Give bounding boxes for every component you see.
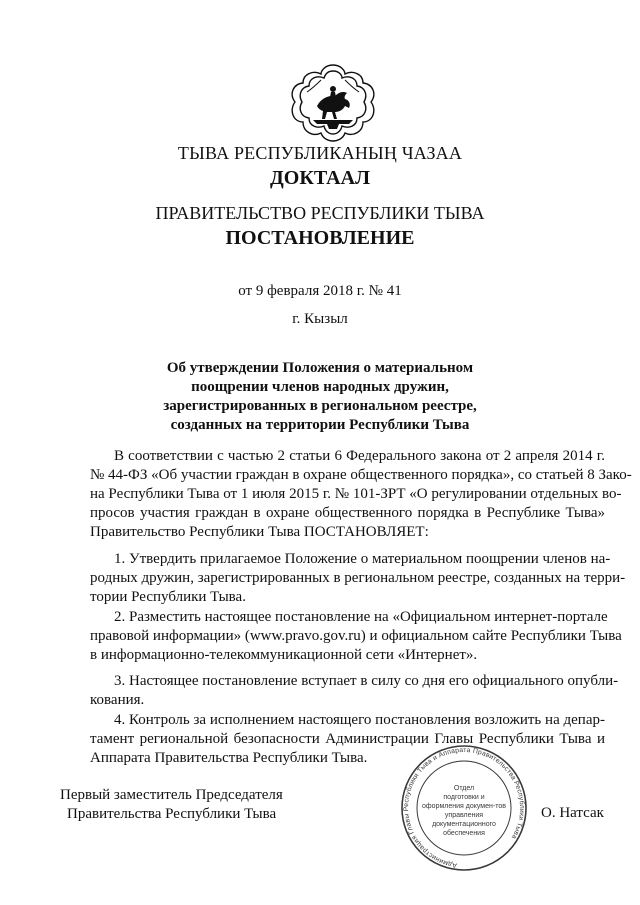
item-1-paragraph xyxy=(90,550,626,607)
paragraph-line: тории Республики Тыва. xyxy=(90,589,246,605)
official-stamp xyxy=(399,742,529,877)
paragraph-line: 4. Контроль за исполнением настоящего постановления возложить на депар- xyxy=(114,712,605,728)
paragraph-line: 3. Настоящее постановление вступает в силу со дня его официального опубли- xyxy=(114,673,619,689)
paragraph-line: тамент региональной безопасности Администрации Главы Республики Тыва и xyxy=(90,731,605,747)
paragraph-line: в информационно-телекоммуникационной сети «Интернет». xyxy=(90,647,478,663)
document-title xyxy=(0,359,640,435)
document-city: г. Кызыл xyxy=(292,311,348,327)
paragraph-line: Правительство Республики Тыва ПОСТАНОВЛЯЕТ: xyxy=(90,524,429,540)
item-3-paragraph xyxy=(90,672,619,710)
paragraph-line: просов участия граждан в охране общественного порядка в Республике Тыва» xyxy=(90,505,605,521)
coat-of-arms-emblem xyxy=(287,62,379,142)
paragraph-line: на Республики Тыва от 1 июля 2015 г. № 101-ЗРТ «О регулировании отдельных во- xyxy=(90,486,622,502)
signatory-position-line: Правительства Республики Тыва xyxy=(67,806,277,822)
stamp-center-line: документационного xyxy=(432,821,496,828)
paragraph-line: № 44-ФЗ «Об участии граждан в охране общественного порядка», со статьей 8 Зако- xyxy=(90,467,632,483)
signatory-position xyxy=(60,786,283,824)
signatory-name: О. Натсак xyxy=(541,805,604,821)
paragraph-line: родных дружин, зарегистрированных в региональном реестре, созданных на терри- xyxy=(90,570,626,586)
paragraph-line: В соответствии с частью 2 статьи 6 Федерального закона от 2 апреля 2014 г. xyxy=(114,448,605,464)
paragraph-line: 2. Разместить настоящее постановление на «Официальном интернет-портале xyxy=(114,609,608,625)
paragraph-line: кования. xyxy=(90,692,145,708)
stamp-center-line: управления xyxy=(444,812,484,819)
title-line: поощрении членов народных дружин, xyxy=(191,379,449,395)
paragraph-line: правовой информации» (www.pravo.gov.ru) и официальном сайте Республики Тыва xyxy=(90,628,622,644)
header-russian-government: ПРАВИТЕЛЬСТВО РЕСПУБЛИКИ ТЫВА xyxy=(155,203,485,223)
stamp-ring-text: Администрация Главы Республики Тыва и Аппарата Правительства Республики Тыва xyxy=(403,746,526,869)
stamp-center-line: оформления докумен-тов xyxy=(422,803,506,810)
header-tuvan-government: ТЫВА РЕСПУБЛИКАНЫҢ ЧАЗАА xyxy=(177,143,463,163)
paragraph-line: 1. Утвердить прилагаемое Положение о материальном поощрении членов на- xyxy=(114,551,611,567)
document-date-number: от 9 февраля 2018 г. № 41 xyxy=(238,283,402,299)
signatory-position-line: Первый заместитель Председателя xyxy=(60,787,283,803)
header-russian-decree: ПОСТАНОВЛЕНИЕ xyxy=(225,227,415,249)
title-line: зарегистрированных в региональном реестре, xyxy=(163,398,477,414)
title-line: созданных на территории Республики Тыва xyxy=(170,417,470,433)
paragraph-line: Аппарата Правительства Республики Тыва. xyxy=(90,750,368,766)
stamp-center-line: Отдел xyxy=(453,785,475,792)
stamp-center-line: обеспечения xyxy=(443,830,485,837)
header-tuvan-decree: ДОКТААЛ xyxy=(270,167,370,189)
preamble-paragraph xyxy=(90,447,632,542)
item-2-paragraph xyxy=(90,608,622,665)
stamp-center-line: подготовки и xyxy=(443,794,485,801)
title-line: Об утверждении Положения о материальном xyxy=(166,360,474,376)
